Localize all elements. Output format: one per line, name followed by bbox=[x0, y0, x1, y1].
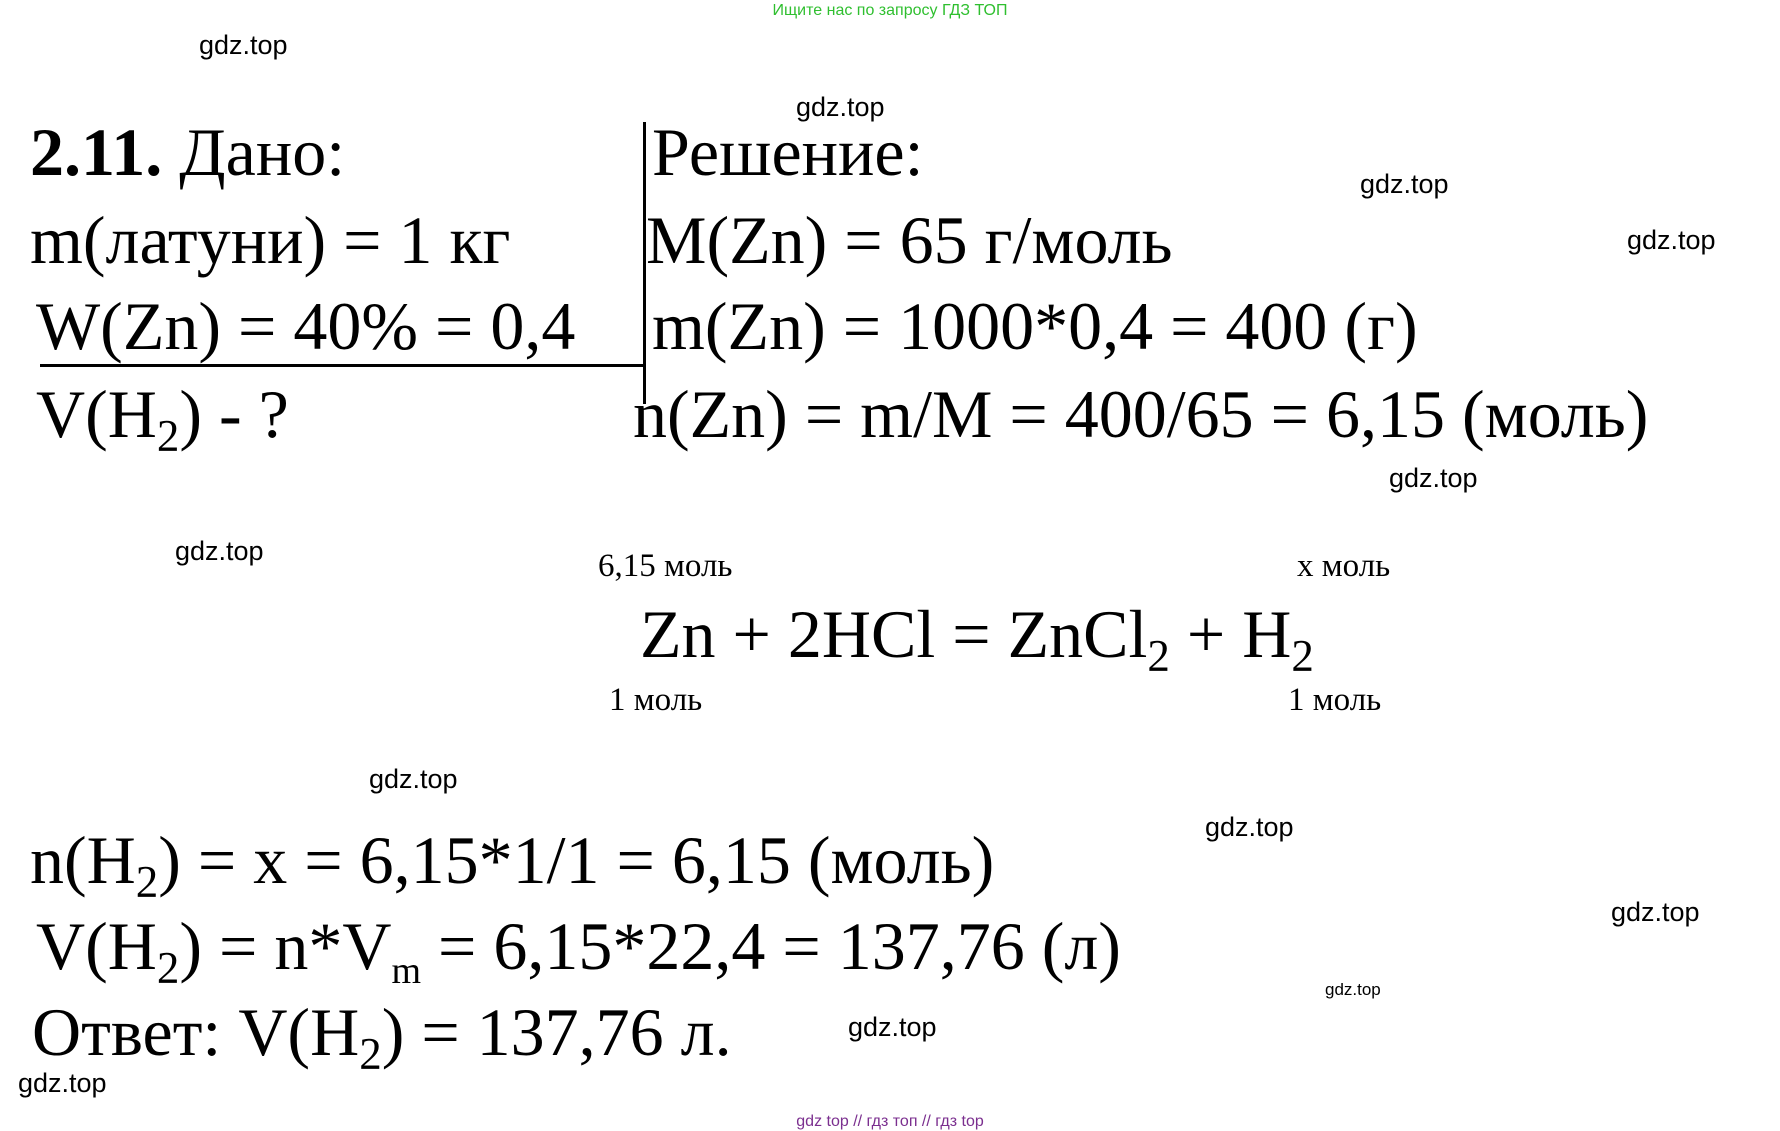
solution-line-1: M(Zn) = 65 г/моль bbox=[646, 202, 1173, 278]
problem-header bbox=[30, 114, 346, 190]
answer-line bbox=[32, 994, 732, 1079]
watermark: gdz.top bbox=[175, 536, 264, 566]
subscript: 2 bbox=[1147, 631, 1170, 681]
calc-line-2-c: = 6,15*22,4 = 137,76 (л) bbox=[421, 908, 1121, 984]
given-line-1: m(латуни) = 1 кг bbox=[30, 202, 511, 278]
given-line-3-a: V(H bbox=[36, 376, 157, 452]
given-line-3-b: ) - ? bbox=[179, 376, 289, 452]
reaction-above-left: 6,15 моль bbox=[598, 548, 733, 584]
watermark: gdz.top bbox=[796, 92, 885, 122]
reaction-eq-a: Zn + 2HCl = ZnCl bbox=[640, 596, 1148, 672]
reaction-equation bbox=[640, 596, 1314, 681]
watermark: gdz.top bbox=[18, 1068, 107, 1098]
answer-a: Ответ: V(H bbox=[32, 994, 360, 1070]
watermark: gdz.top bbox=[1611, 897, 1700, 927]
reaction-eq-b: + H bbox=[1169, 596, 1292, 672]
calc-line-1 bbox=[30, 822, 995, 907]
top-banner: Ищите нас по запросу ГДЗ ТОП bbox=[772, 2, 1008, 19]
bottom-banner: gdz top // гдз топ // гдз top bbox=[796, 1113, 984, 1130]
subscript: m bbox=[391, 950, 422, 992]
divider-horizontal bbox=[40, 364, 644, 367]
calc-line-2-a: V(H bbox=[36, 908, 157, 984]
given-line-3 bbox=[36, 376, 289, 461]
subscript: 2 bbox=[359, 1029, 382, 1079]
calc-line-2-b: ) = n*V bbox=[179, 908, 392, 984]
watermark: gdz.top bbox=[848, 1012, 937, 1042]
watermark: gdz.top bbox=[1360, 169, 1449, 199]
given-line-2: W(Zn) = 40% = 0,4 bbox=[36, 288, 576, 364]
solution-title: Решение: bbox=[652, 114, 924, 190]
calc-line-2 bbox=[36, 908, 1121, 993]
reaction-below-left: 1 моль bbox=[609, 682, 703, 718]
reaction-above-right: х моль bbox=[1297, 548, 1391, 584]
watermark: gdz.top bbox=[1325, 980, 1381, 999]
watermark: gdz.top bbox=[369, 764, 458, 794]
watermark: gdz.top bbox=[1389, 463, 1478, 493]
calc-line-1-b: ) = x = 6,15*1/1 = 6,15 (моль) bbox=[158, 822, 995, 898]
subscript: 2 bbox=[1291, 631, 1314, 681]
watermark: gdz.top bbox=[1205, 812, 1294, 842]
subscript: 2 bbox=[156, 411, 180, 461]
subscript: 2 bbox=[135, 857, 159, 907]
solution-line-3: n(Zn) = m/M = 400/65 = 6,15 (моль) bbox=[633, 376, 1649, 452]
watermark: gdz.top bbox=[199, 30, 288, 60]
watermark: gdz.top bbox=[1627, 225, 1716, 255]
solution-line-2: m(Zn) = 1000*0,4 = 400 (г) bbox=[652, 288, 1418, 364]
problem-number: 2.11. bbox=[30, 114, 163, 190]
calc-line-1-a: n(H bbox=[30, 822, 136, 898]
answer-b: ) = 137,76 л. bbox=[381, 994, 732, 1070]
subscript: 2 bbox=[156, 943, 180, 993]
given-title: Дано: bbox=[179, 114, 346, 190]
reaction-below-right: 1 моль bbox=[1288, 682, 1382, 718]
